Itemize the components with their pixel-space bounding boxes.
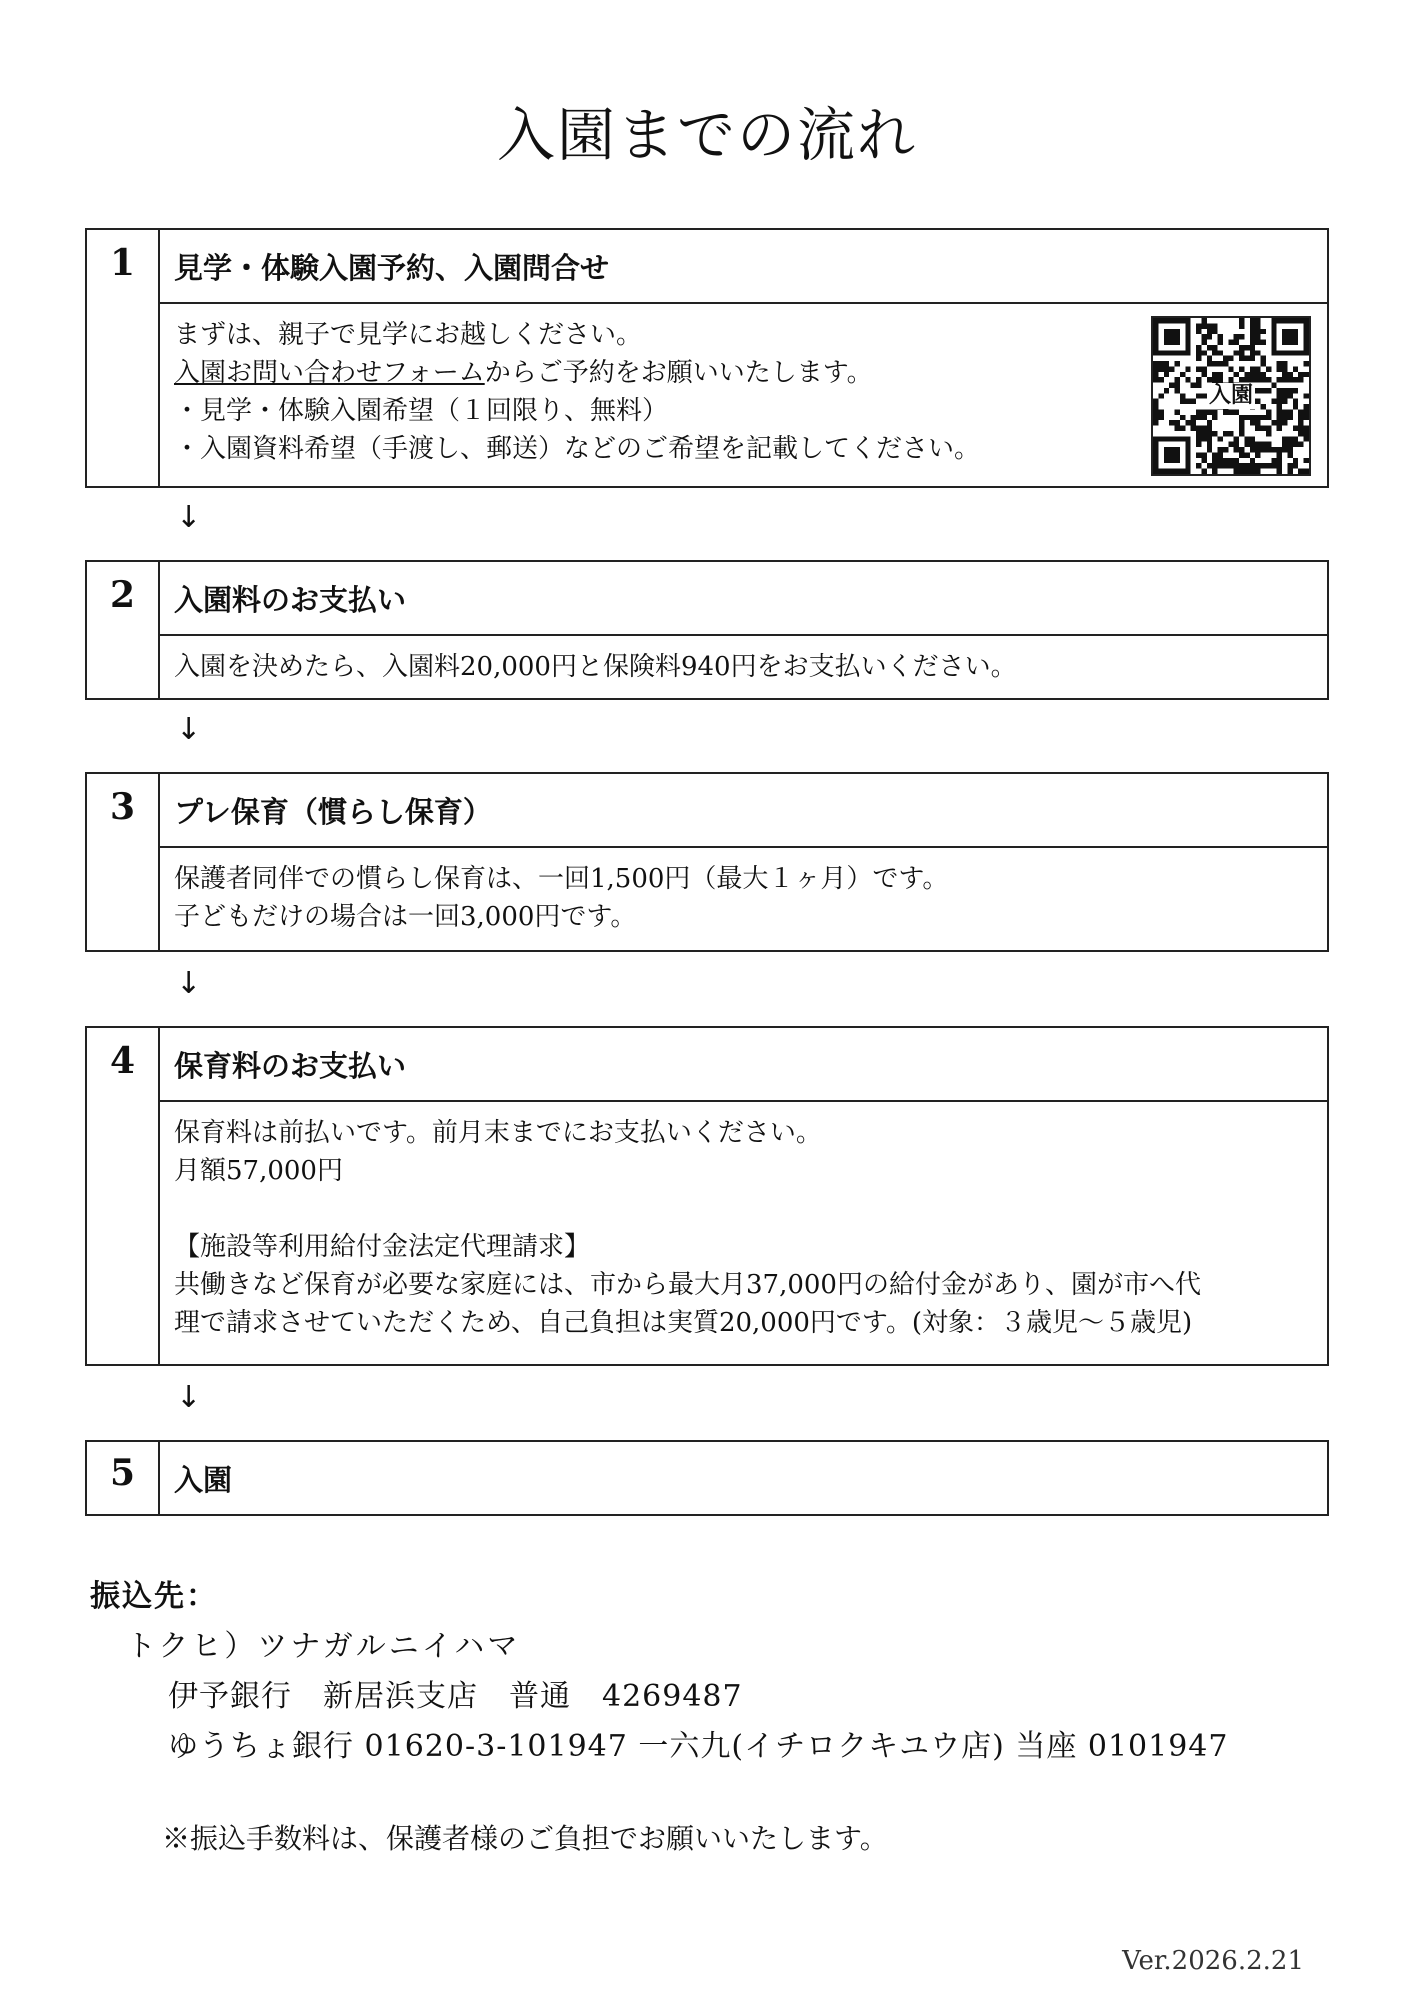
step-2: [85, 560, 1329, 700]
body-line: 保育料は前払いです。前月末までにお支払いください。: [174, 1118, 822, 1148]
step-body: [160, 302, 1327, 486]
flow-arrow: ↓: [176, 500, 202, 535]
step-number: 1: [87, 230, 160, 486]
body-line: ・入園資料希望（手渡し、郵送）などのご希望を記載してください。: [174, 434, 981, 464]
flow-arrow: ↓: [176, 966, 202, 1001]
flow-arrow: ↓: [176, 1380, 202, 1415]
step-body: [160, 1100, 1327, 1364]
bank-account-yucho: ゆうちょ銀行 01620-3-101947 一六九(イチロクキユウ店) 当座 0101947: [168, 1729, 1229, 1764]
step-heading: 入園料のお支払い: [174, 582, 407, 617]
step-number: 4: [87, 1028, 160, 1364]
flow-arrow: ↓: [176, 712, 202, 747]
qr-code[interactable]: [1151, 316, 1311, 476]
body-line: 共働きなど保育が必要な家庭には、市から最大月37,000円の給付金があり、園が市へ代: [174, 1270, 1201, 1300]
page-title: 入園までの流れ: [496, 101, 917, 169]
step-heading: プレ保育（慣らし保育）: [174, 794, 492, 829]
step-3: [85, 772, 1329, 952]
bank-account-iyo: 伊予銀行 新居浜支店 普通 4269487: [168, 1679, 743, 1714]
step-heading: 入園: [174, 1462, 233, 1497]
version-label: Ver.2026.2.21: [1122, 1946, 1304, 1976]
fee-note: ※振込手数料は、保護者様のご負担でお願いいたします。: [162, 1822, 888, 1855]
step-number: 3: [87, 774, 160, 950]
step-body: [160, 634, 1327, 698]
body-line: 【施設等利用給付金法定代理請求】: [174, 1232, 591, 1262]
body-line: 子どもだけの場合は一回3,000円です。: [174, 902, 637, 932]
body-line: ・見学・体験入園希望（１回限り、無料）: [174, 396, 669, 426]
inquiry-form-link[interactable]: 入園お問い合わせフォーム: [174, 358, 485, 388]
step-number: 5: [87, 1442, 160, 1514]
body-line: 理で請求させていただくため、自己負担は実質20,000円です。(対象：３歳児～５歳児): [174, 1308, 1193, 1338]
body-line: 入園を決めたら、入園料20,000円と保険料940円をお支払いください。: [174, 652, 1017, 682]
qr-label: 入園: [1208, 383, 1254, 408]
step-5: [85, 1440, 1329, 1516]
step-heading: 保育料のお支払い: [174, 1048, 407, 1083]
body-line: 月額57,000円: [174, 1156, 343, 1186]
body-line-suffix: からご予約をお願いいたします。: [484, 358, 873, 388]
step-body: [160, 846, 1327, 950]
step-heading: 見学・体験入園予約、入園問合せ: [174, 250, 610, 285]
bank-info: [90, 1572, 1228, 1864]
spacer: [174, 1190, 1313, 1228]
step-number: 2: [87, 562, 160, 698]
body-line: まずは、親子で見学にお越しください。: [174, 320, 643, 350]
step-4: [85, 1026, 1329, 1366]
step-1: [85, 228, 1329, 488]
account-holder: トクヒ）ツナガルニイハマ: [126, 1629, 521, 1664]
body-line: [174, 354, 1313, 392]
bank-heading: 振込先：: [90, 1579, 218, 1614]
body-line: 保護者同伴での慣らし保育は、一回1,500円（最大１ヶ月）です。: [174, 864, 949, 894]
